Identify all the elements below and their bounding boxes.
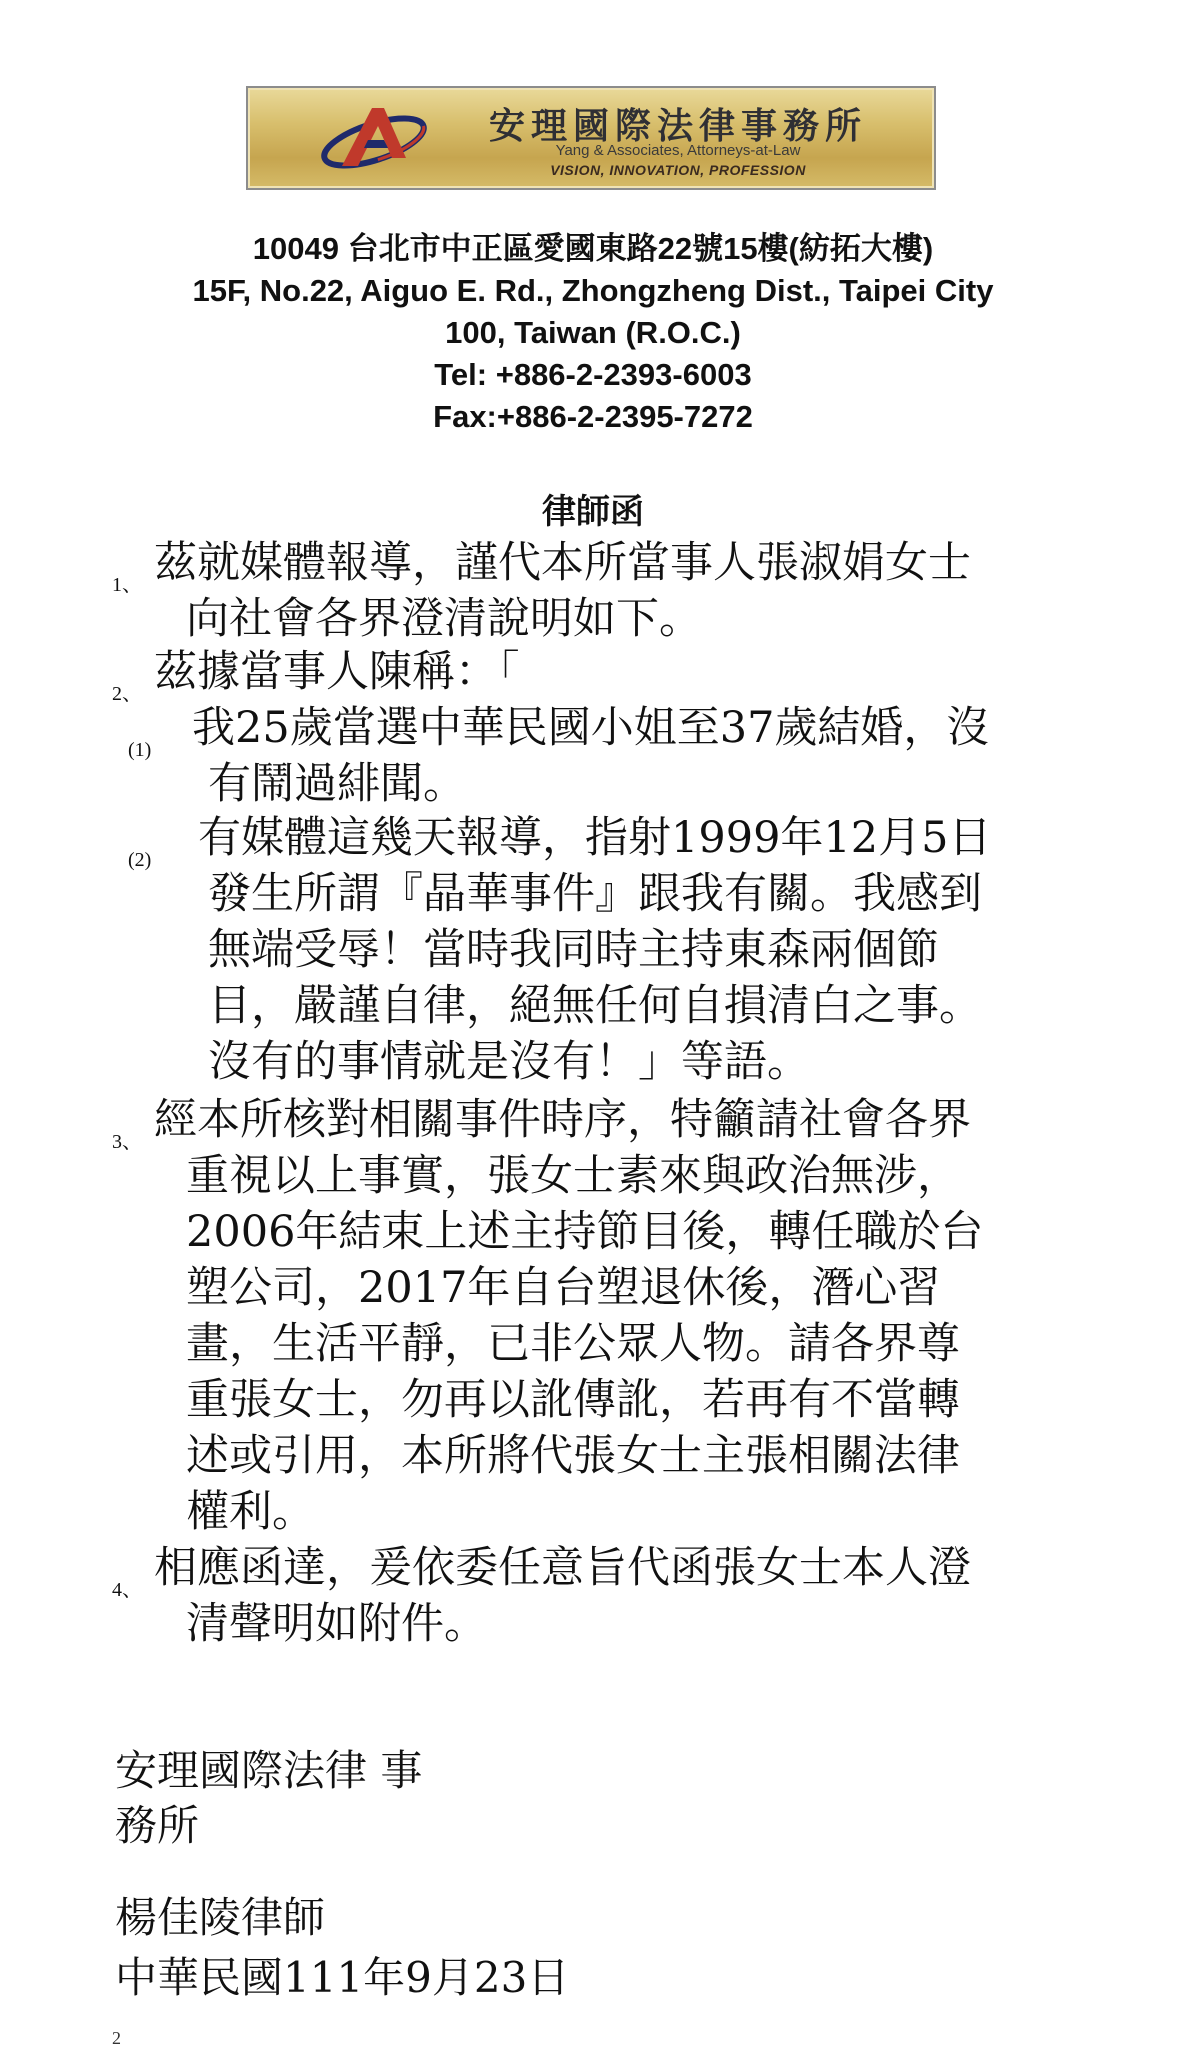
paragraph-line: 重張女士，勿再以訛傳訛，若再有不當轉 (186, 1375, 960, 1425)
paragraph-line: 茲據當事人陳稱：「 (154, 647, 520, 697)
paragraph-line: 清聲明如附件。 (186, 1599, 487, 1649)
firm-name-en: Yang & Associates, Attorneys-at-Law (555, 142, 801, 159)
paragraph-line: 畫，生活平靜，已非公眾人物。請各界尊 (186, 1319, 960, 1369)
paragraph-4 (112, 1540, 1072, 1660)
letter-title: 律師函 (542, 492, 644, 532)
sub-item-2 (128, 810, 1088, 1100)
signature-firm-line1: 安理國際法律 事 (115, 1746, 423, 1795)
paragraph-line: 經本所核對相關事件時序，特籲請社會各界 (154, 1095, 971, 1145)
firm-logo-banner (246, 86, 936, 190)
paragraph-1 (112, 535, 1072, 655)
paragraph-line: 向社會各界澄清說明如下。 (186, 594, 702, 644)
firm-name-cn: 安理國際法律事務所 (488, 106, 867, 147)
paragraph-line: 權利。 (186, 1487, 315, 1537)
paragraph-line: 塑公司，2017年自台塑退休後，潛心習 (186, 1263, 941, 1313)
paragraph-line: 2006年結束上述主持節目後，轉任職於台 (186, 1207, 984, 1257)
paragraph-number: 4、 (112, 1579, 142, 1601)
page-number: 2 (112, 2028, 121, 2048)
paragraph-line: 茲就媒體報導，謹代本所當事人張淑娟女士 (154, 538, 971, 588)
address-en-line2: 100, Taiwan (R.O.C.) (445, 315, 741, 350)
firm-logo-icon (314, 100, 430, 180)
address-en-line1: 15F, No.22, Aiguo E. Rd., Zhongzheng Dist., Taipei City (192, 273, 994, 308)
fax: Fax:+886-2-2395-7272 (433, 399, 753, 434)
paragraph-number: 1、 (112, 574, 142, 596)
telephone: Tel: +886-2-2393-6003 (434, 357, 752, 392)
paragraph-line: 沒有的事情就是沒有！」等語。 (208, 1037, 810, 1087)
address-block (0, 228, 1186, 438)
paragraph-line: 我25歲當選中華民國小姐至37歲結婚，沒 (192, 703, 990, 753)
paragraph-line: 有媒體這幾天報導，指射1999年12月5日 (198, 813, 992, 863)
paragraph-line: 無端受辱！當時我同時主持東森兩個節 (208, 925, 939, 975)
paragraph-line: 述或引用，本所將代張女士主張相關法律 (186, 1431, 960, 1481)
firm-motto: VISION, INNOVATION, PROFESSION (550, 162, 806, 178)
paragraph-number: 2、 (112, 683, 142, 705)
signature-date: 中華民國111年9月23日 (115, 1953, 570, 2002)
paragraph-3 (112, 1092, 1072, 1552)
signature-firm-line2: 務所 (115, 1801, 200, 1850)
paragraph-line: 目，嚴謹自律，絕無任何自損清白之事。 (208, 981, 982, 1031)
address-cn: 10049 台北市中正區愛國東路22號15樓(紡拓大樓) (252, 231, 934, 266)
paragraph-line: 發生所謂『晶華事件』跟我有關。我感到 (208, 869, 982, 919)
paragraph-line: 相應函達，爰依委任意旨代函張女士本人澄 (154, 1543, 971, 1593)
paragraph-line: 有鬧過緋聞。 (208, 759, 466, 809)
sub-item-number: (2) (128, 849, 152, 871)
paragraph-line: 重視以上事實，張女士素來與政治無涉， (186, 1151, 960, 1201)
sub-item-number: (1) (128, 739, 152, 761)
paragraph-number: 3、 (112, 1131, 142, 1153)
signature-lawyer: 楊佳陵律師 (115, 1893, 326, 1942)
sub-item-1 (128, 700, 1088, 820)
paragraph-2 (112, 644, 1072, 704)
